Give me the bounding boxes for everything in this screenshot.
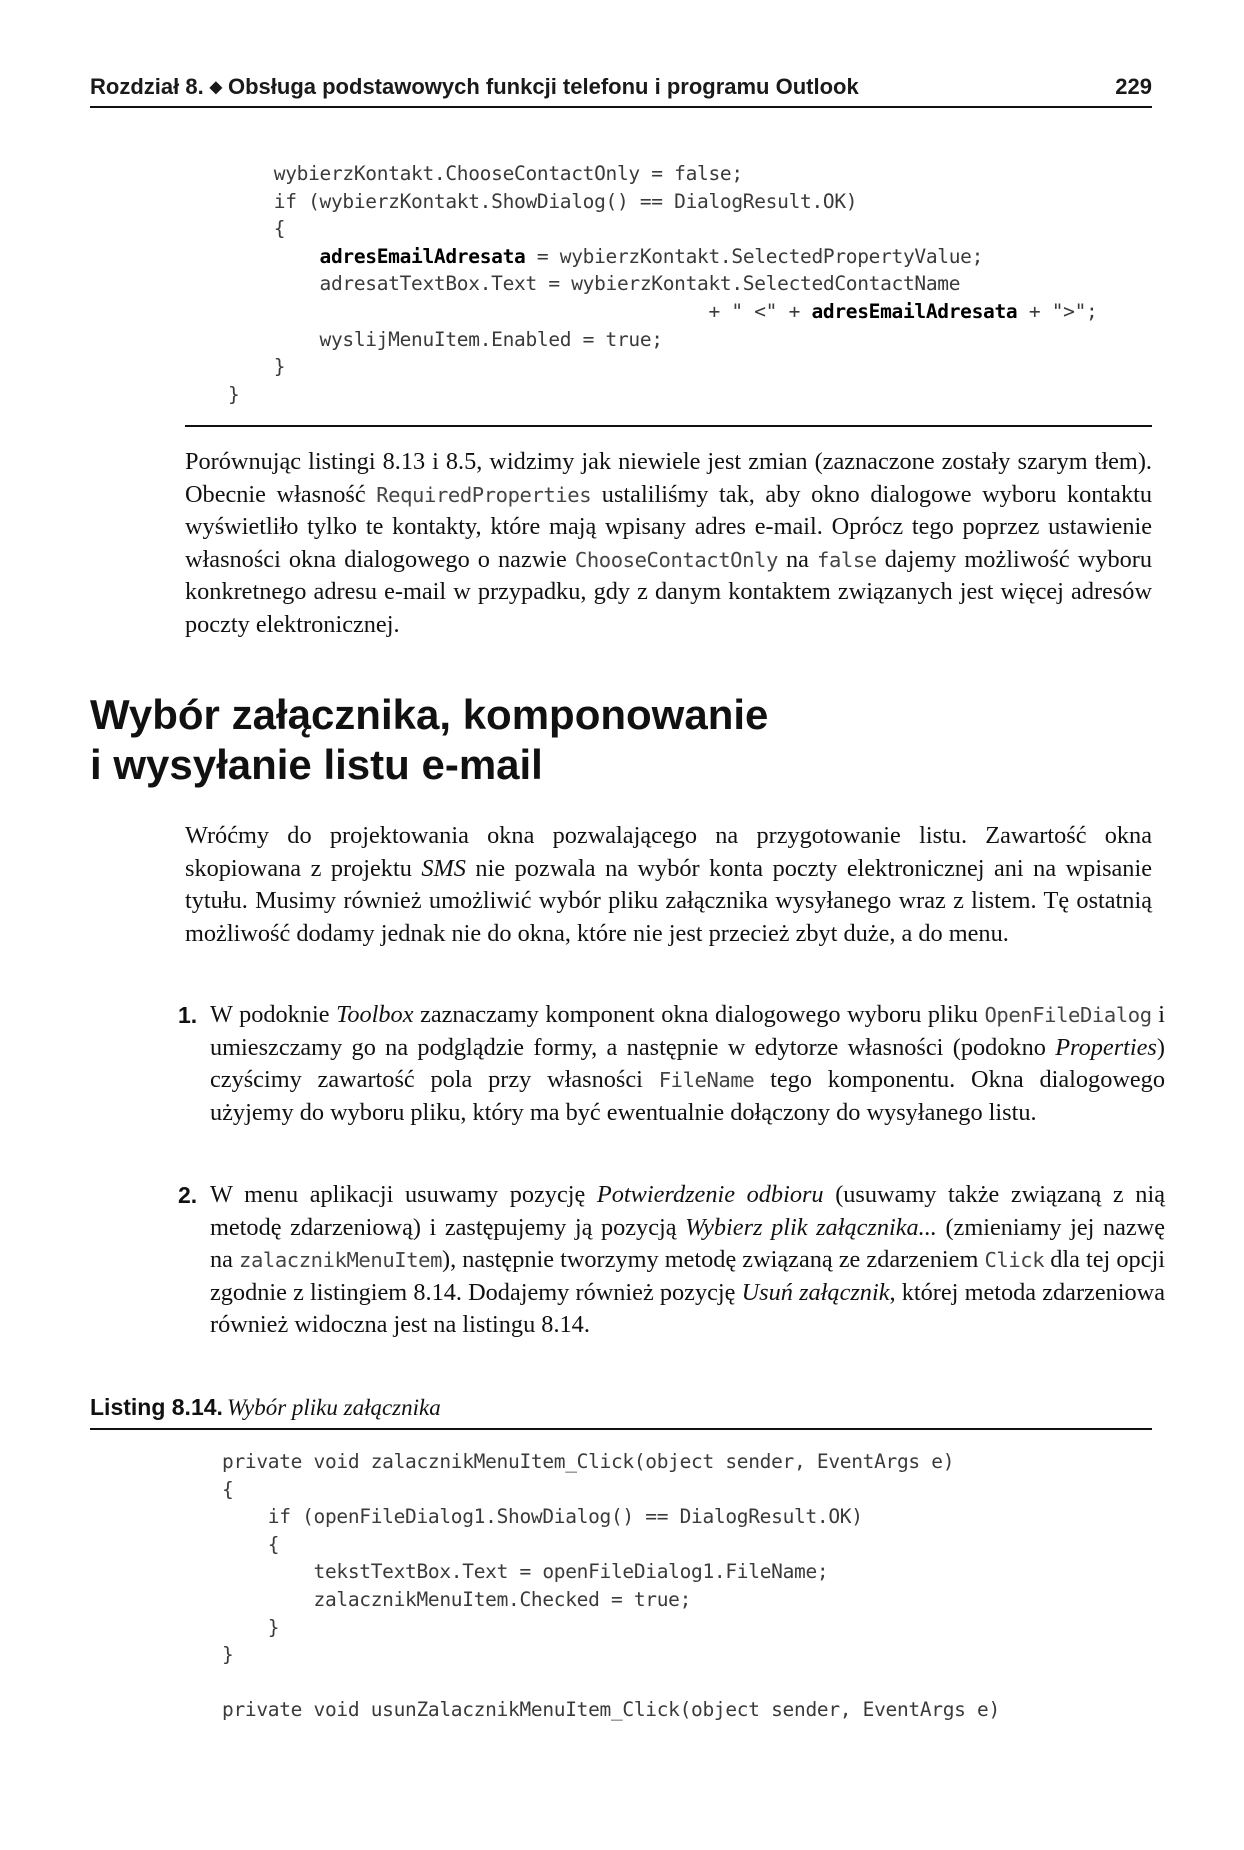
code-text: } (273, 355, 286, 379)
text-run: (zmieniamy jej nazwę na (210, 1213, 1165, 1274)
code-line (222, 1476, 1000, 1504)
code-line (228, 298, 1097, 326)
section-heading (90, 690, 768, 790)
text-run: ustaliliśmy tak, aby okno dialogowe wyboru kontaktu wyświetliło tylko te kontakty, które mają wpisany adres e-mail. Oprócz tego poprzez ustawienie własności okna dialogowego o nazwie (185, 480, 1152, 573)
code-text: tekstTextBox.Text = openFileDialog1.FileName; (313, 1560, 829, 1584)
code-line (222, 1558, 1000, 1586)
code-line (228, 215, 1097, 243)
code-text: if (openFileDialog1.ShowDialog() == DialogResult.OK) (267, 1505, 863, 1529)
code-line (228, 326, 1097, 354)
text-run: dajemy możliwość wyboru konkretnego adresu e-mail w przypadku, gdy z danym kontaktem związanych jest więcej adresów poczty elektronicznej. (185, 545, 1152, 638)
inline-code: Click (984, 1248, 1045, 1273)
code-line (228, 160, 1097, 188)
inline-code: ChooseContactOnly (574, 547, 778, 572)
code-text: zalacznikMenuItem.Checked = true; (313, 1587, 692, 1611)
listing-label: Listing 8.14. (90, 1394, 223, 1420)
text-run: tego komponentu. Okna dialogowego użyjemy do wyboru pliku, który ma być ewentualnie dołączony do wysyłanego listu. (210, 1066, 1165, 1126)
text-run: zaznaczamy komponent okna dialogowego wyboru pliku (413, 1001, 985, 1028)
code-text: } (267, 1615, 280, 1639)
code-block-end-rule (185, 425, 1152, 427)
code-line (222, 1503, 1000, 1531)
code-text: } (228, 382, 240, 406)
emphasis: Usuń załącznik (741, 1278, 890, 1306)
emphasis: Wybierz plik załącznika... (685, 1213, 937, 1241)
code-line (222, 1669, 1000, 1697)
code-line (222, 1641, 1000, 1669)
emphasis: SMS (421, 854, 466, 882)
text-run: Porównując listingi 8.13 i 8.5, widzimy jak niewiele jest zmian (zaznaczone zostały szarym tłem). Obecnie własność (185, 448, 1152, 508)
paragraph-listing-comparison (185, 446, 1152, 642)
section-heading-line-1: Wybór załącznika, komponowanie (90, 691, 769, 738)
code-text: { (222, 1477, 234, 1501)
inline-code: OpenFileDialog (984, 1003, 1152, 1027)
code-text: { (273, 217, 286, 241)
code-text: + " <" + (708, 299, 812, 323)
code-text: + ">"; (1017, 299, 1098, 323)
text-run: (usuwamy także związaną z nią metodę zdarzeniową) i zastępujemy ją pozycją (210, 1181, 1165, 1241)
step-text (210, 999, 1165, 1129)
text-run: ) czyścimy zawartość pola przy własności (210, 1033, 1165, 1094)
code-line (228, 353, 1097, 381)
emphasis: Potwierdzenie odbioru (596, 1181, 824, 1208)
code-line (222, 1696, 1000, 1724)
page-number: 229 (1115, 74, 1152, 99)
text-run: ), następnie tworzymy metodę związaną ze zdarzeniem (442, 1246, 985, 1274)
code-text: wybierzKontakt.ChooseContactOnly = false; (273, 162, 743, 185)
text-run: W podoknie (210, 1001, 337, 1028)
listing-title: Wybór pliku załącznika (226, 1395, 441, 1420)
chapter-label: Rozdział 8. (90, 74, 204, 99)
code-line (222, 1531, 1000, 1559)
text-run: dla tej opcji zgodnie z listingiem 8.14. Dodajemy również pozycję (210, 1246, 1165, 1306)
section-heading-line-2: i wysyłanie listu e-mail (90, 741, 543, 788)
running-header-title (90, 74, 859, 100)
step-2 (178, 1179, 1165, 1342)
code-line (222, 1448, 1000, 1476)
text-run: na (777, 545, 818, 573)
code-line (228, 381, 1097, 409)
emphasis: Properties (1055, 1033, 1157, 1061)
emphasis: Toolbox (336, 1001, 414, 1028)
step-number: 2. (178, 1182, 198, 1208)
code-text: if (wybierzKontakt.ShowDialog() == DialogResult.OK) (273, 189, 858, 213)
text-run: nie pozwala na wybór konta poczty elektronicznej ani na wpisanie tytułu. Musimy również umożliwić wybór pliku załącznika wysyłanego wraz z listem. Tę ostatnią możliwość dodamy jednak nie do okna, które nie jest przecież zbyt duże, a do menu. (185, 854, 1152, 947)
code-line (222, 1586, 1000, 1614)
code-block-top (228, 160, 1097, 408)
code-highlight: adresEmailAdresata (811, 299, 1018, 323)
code-highlight: adresEmailAdresata (319, 244, 526, 268)
diamond-icon: ◆ (209, 79, 222, 96)
code-text: private void usunZalacznikMenuItem_Click(object sender, EventArgs e) (222, 1698, 1000, 1722)
step-1 (178, 999, 1165, 1129)
code-line (222, 1614, 1000, 1642)
inline-code: FileName (658, 1068, 755, 1093)
step-number: 1. (178, 1002, 198, 1028)
code-text: } (222, 1643, 234, 1667)
chapter-title: Obsługa podstawowych funkcji telefonu i programu Outlook (228, 74, 859, 99)
code-text: wyslijMenuItem.Enabled = true; (319, 327, 663, 351)
code-block-bottom (222, 1448, 1000, 1724)
inline-code: RequiredProperties (376, 482, 592, 507)
inline-code: false (817, 547, 877, 572)
paragraph-intro (185, 820, 1152, 950)
text-run: W menu aplikacji usuwamy pozycję (210, 1181, 597, 1208)
code-text: { (267, 1532, 280, 1556)
text-run: Wróćmy do projektowania okna pozwalającego na przygotowanie listu. Zawartość okna skopiowana z projektu (185, 822, 1152, 882)
running-header (90, 74, 1152, 108)
inline-code: zalacznikMenuItem (239, 1248, 443, 1273)
listing-caption (90, 1392, 1152, 1430)
code-line (228, 188, 1097, 216)
text-run: i umieszczamy go na podglądzie formy, a następnie w edytorze własności (podokno (210, 1001, 1165, 1061)
text-run: , której metoda zdarzeniowa również widoczna jest na listingu 8.14. (210, 1278, 1165, 1339)
step-text (210, 1179, 1165, 1342)
code-line (228, 243, 1097, 271)
code-line (228, 270, 1097, 298)
code-text: private void zalacznikMenuItem_Click(object sender, EventArgs e) (222, 1450, 955, 1473)
code-text: adresatTextBox.Text = wybierzKontakt.SelectedContactName (319, 272, 961, 296)
code-text: = wybierzKontakt.SelectedPropertyValue; (525, 244, 984, 268)
